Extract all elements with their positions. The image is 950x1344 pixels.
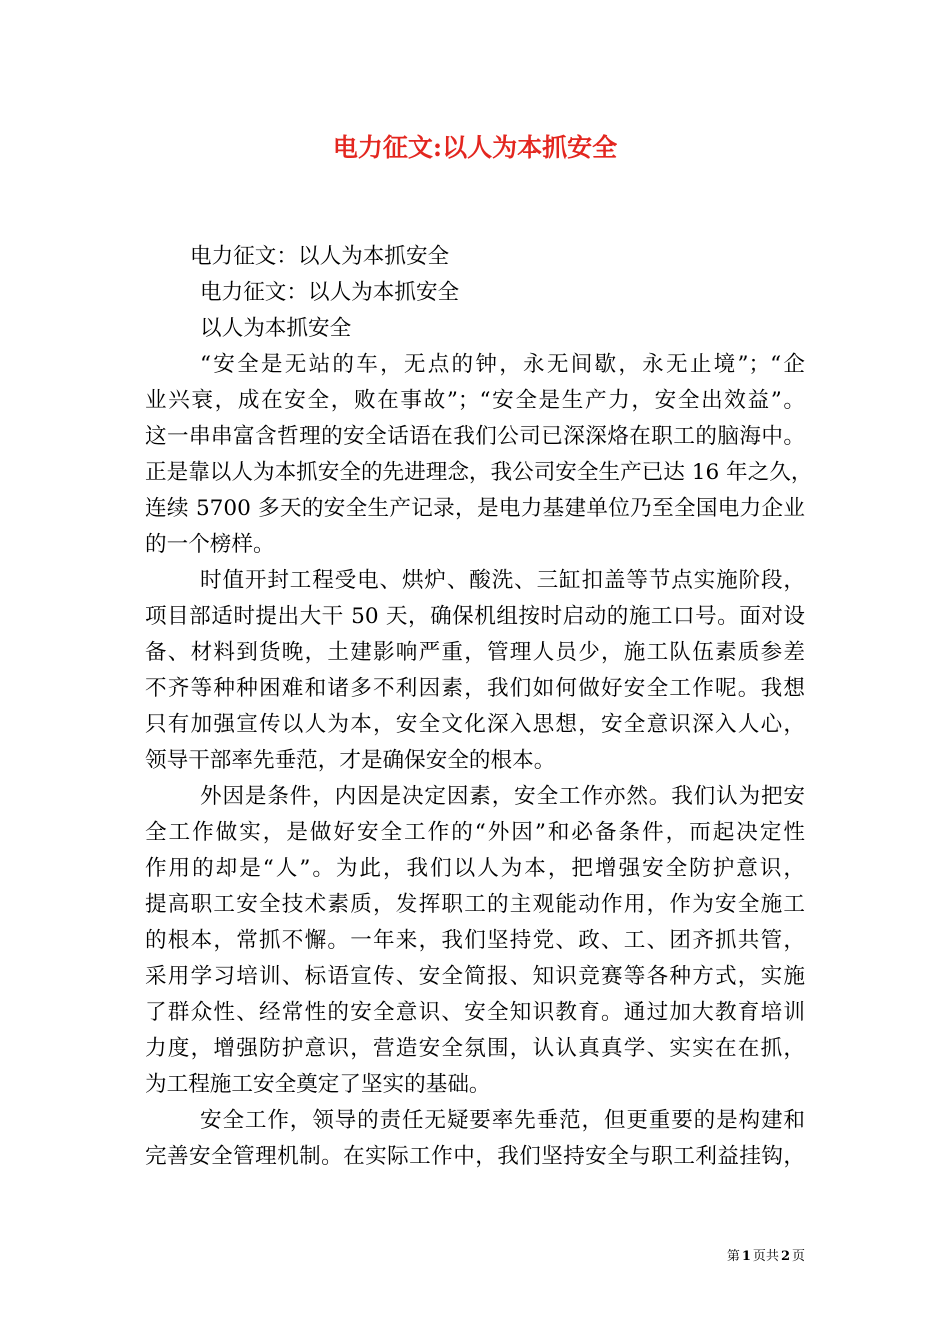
- paragraph-line: 正是靠以人为本抓安全的先进理念，我公司安全生产已达 16 年之久，: [145, 460, 813, 485]
- paragraph-line: 完善安全管理机制。在实际工作中，我们坚持安全与职工利益挂钩，: [145, 1144, 805, 1169]
- paragraph-line: 的一个榜样。: [145, 532, 275, 557]
- paragraph-line: 项目部适时提出大干 50 天，确保机组按时启动的施工口号。面对设: [145, 604, 805, 629]
- paragraph-line: 外因是条件，内因是决定因素，安全工作亦然。我们认为把安: [200, 784, 805, 809]
- header-line: 电力征文：以人为本抓安全: [200, 280, 460, 305]
- paragraph-line: 领导干部率先垂范，才是确保安全的根本。: [145, 748, 556, 773]
- header-line: 以人为本抓安全: [200, 316, 352, 341]
- paragraph-line: 时值开封工程受电、烘炉、酸洗、三缸扣盖等节点实施阶段，: [200, 568, 805, 593]
- paragraph-line: 备、材料到货晚，土建影响严重，管理人员少，施工队伍素质参差: [145, 640, 805, 665]
- paragraph-1: [145, 347, 813, 563]
- paragraph-line: 作用的却是“人”。为此，我们以人为本，把增强安全防护意识，: [145, 856, 805, 881]
- current-page-number: 1: [741, 1249, 751, 1264]
- document-body: [145, 239, 813, 1175]
- paragraph-line: 为工程施工安全奠定了坚实的基础。: [145, 1072, 491, 1097]
- paragraph-3: [145, 779, 805, 1103]
- paragraph-2: [145, 563, 805, 779]
- paragraph-line: 了群众性、经常性的安全意识、安全知识教育。通过加大教育培训: [145, 1000, 805, 1025]
- paragraph-line: 采用学习培训、标语宣传、安全简报、知识竞赛等各种方式，实施: [145, 964, 805, 989]
- paragraph-line: 全工作做实，是做好安全工作的“外因”和必备条件，而起决定性: [145, 820, 805, 845]
- header-line: 电力征文：以人为本抓安全: [190, 244, 450, 269]
- paragraph-line: 提高职工安全技术素质，发挥职工的主观能动作用，作为安全施工: [145, 892, 805, 917]
- paragraph-4: [145, 1103, 805, 1175]
- paragraph-line: 这一串串富含哲理的安全话语在我们公司已深深烙在职工的脑海中。: [145, 424, 805, 449]
- page-indicator: [727, 1247, 805, 1267]
- paragraph-line: 力度，增强防护意识，营造安全氛围，认认真真学、实实在在抓，: [145, 1036, 805, 1061]
- of-word: 页共: [752, 1249, 779, 1264]
- paragraph-line: 不齐等种种困难和诸多不利因素，我们如何做好安全工作呢。我想: [145, 676, 805, 701]
- paragraph-line: 只有加强宣传以人为本，安全文化深入思想，安全意识深入人心，: [145, 712, 805, 737]
- paragraph-line: 业兴衰，成在安全，败在事故”；“安全是生产力，安全出效益”。: [145, 388, 805, 413]
- paragraph-line: 连续 5700 多天的安全生产记录，是电力基建单位乃至全国电力企业: [145, 496, 805, 521]
- page-suffix: 页: [791, 1249, 805, 1264]
- page-title: 电力征文:以人为本抓安全: [332, 133, 618, 162]
- paragraph-line: “安全是无站的车，无点的钟，永无间歇，永无止境”；“企: [200, 352, 805, 377]
- total-pages-number: 2: [780, 1249, 790, 1264]
- paragraph-line: 安全工作，领导的责任无疑要率先垂范，但更重要的是构建和: [200, 1108, 805, 1133]
- paragraph-line: 的根本，常抓不懈。一年来，我们坚持党、政、工、团齐抓共管，: [145, 928, 805, 953]
- page-word: 第: [726, 1249, 740, 1264]
